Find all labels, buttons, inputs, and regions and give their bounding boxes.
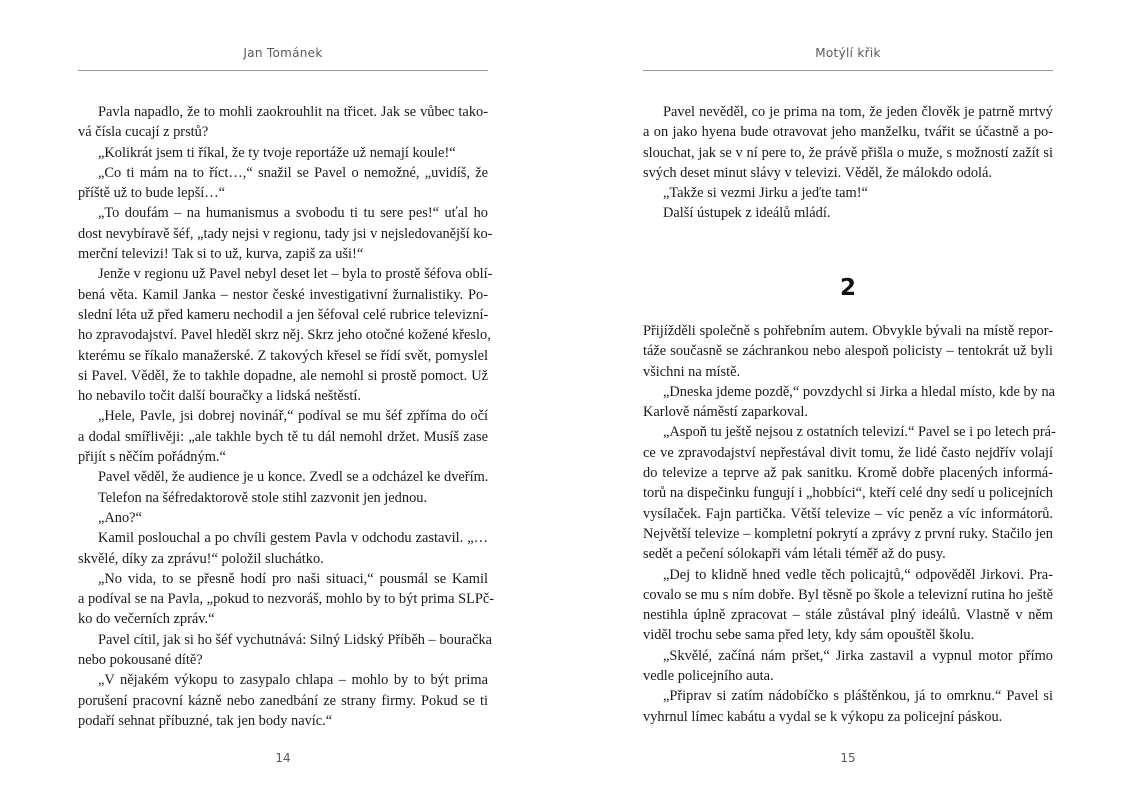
text-line: dost nevybíravě šéf, „tady nejsi v regionu, tady jsi v nejsledovanější ko- xyxy=(78,225,493,242)
text-line: „No vida, to se přesně hodí pro naši situaci,“ pousmál se Kamil xyxy=(98,570,488,587)
text-line: „Takže si vezmi Jirku a jeďte tam!“ xyxy=(663,185,868,202)
text-line: vysílaček. Fajn partička. Větší televize – víc peněz a víc informátorů. xyxy=(643,505,1053,522)
right-top-text xyxy=(643,102,1053,224)
text-line: příště už to bude lepší…“ xyxy=(78,185,226,202)
text-line: Telefon na šéfredaktorově stole stihl zazvonit jen jednou. xyxy=(98,489,428,506)
text-line: vyhrnul límec kabátu a vydal se k výkopu za policejní páskou. xyxy=(643,708,1003,725)
text-line: Pavla napadlo, že to mohli zaokrouhlit na třicet. Jak se vůbec tako- xyxy=(98,104,488,120)
text-line: bená věta. Kamil Janka – nestor české investigativní žurnalistiky. Po- xyxy=(78,286,488,303)
text-line: „Co ti mám na to říct…,“ snažil se Pavel o nemožné, „uvidíš, že xyxy=(98,164,488,181)
right-page xyxy=(643,0,1056,800)
text-line: Jenže v regionu už Pavel nebyl deset let – byla to prostě šéfova oblí- xyxy=(98,266,493,283)
text-line: ce ve zpravodajství nepřestával divit tomu, že lidé často nejdřív volají xyxy=(643,444,1053,461)
text-line: „Dej to klidně hned vedle těch policajtů,“ odpověděl Jirkovi. Pra- xyxy=(663,566,1053,583)
text-line: torů na dispečinku fungují i „hobbíci“, kteří celé dny sedí u policejních xyxy=(643,485,1053,502)
text-line: merční televizi! Tak si to už, kurva, zapiš za uši!“ xyxy=(78,246,364,263)
text-line: covalo se mu s ním dobře. Byl těsně po škole a televizní rutina ho ještě xyxy=(643,586,1053,603)
text-line: skvělé, díky za zprávu!“ položil sluchátko. xyxy=(78,550,324,567)
text-line: svých deset minut slávy v televizi. Věděl, že málokdo odolá. xyxy=(643,164,993,181)
text-line: ho zpravodajství. Pavel hleděl skrz něj. Skrz jeho otočné kožené křeslo, xyxy=(78,327,491,344)
text-line: „Ano?“ xyxy=(98,509,142,526)
text-line: vá čísla cucají z prstů? xyxy=(78,124,209,141)
running-header-author: Jan Tománek xyxy=(243,46,323,60)
text-line: slední léta už před kameru nechodil a jen šéfoval celé rubrice televizní- xyxy=(78,306,489,323)
text-line: si Pavel. Věděl, že to takhle dopadne, ale nemohl si prostě pomoct. Už xyxy=(78,367,488,384)
text-line: všichni na místě. xyxy=(643,363,741,380)
text-line: přijít s něčím pořádným.“ xyxy=(78,449,226,466)
text-line: Pavel cítil, jak si ho šéf vychutnává: Silný Lidský Příběh – bouračka xyxy=(98,631,493,648)
text-line: táže současně se záchrankou nebo alespoň policisty – tentokrát už byli xyxy=(643,343,1053,360)
text-line: „Dneska jdeme pozdě,“ povzdychl si Jirka a hledal místo, kde by na xyxy=(663,383,1056,400)
text-line: Další ústupek z ideálů mládí. xyxy=(663,205,831,222)
text-line: a on jako hyena bude otravovat jeho manželku, tvářit se účastně a po- xyxy=(643,124,1053,141)
text-line: slouchat, jak se v ní pere to, že právě přišla o muže, s možností zažít si xyxy=(643,144,1053,161)
text-line: „Kolikrát jsem ti říkal, že ty tvoje reportáže už nemají koule!“ xyxy=(98,144,456,161)
text-line: „Skvělé, začíná nám pršet,“ Jirka zastavil a vypnul motor přímo xyxy=(663,647,1053,664)
text-line: a dodal smířlivěji: „ale takhle bych tě tu dál nemohl držet. Musíš zase xyxy=(78,428,488,445)
text-line: nebo pokousané dítě? xyxy=(78,652,203,669)
left-page xyxy=(78,0,495,800)
chapter-number: 2 xyxy=(839,275,856,301)
text-line: „Hele, Pavle, jsi dobrej novinář,“ podíval se mu šéf zpříma do očí xyxy=(98,408,488,425)
text-line: Největší televize – kompletní pokrytí a zprávy z první ruky. Stačilo jen xyxy=(643,525,1053,542)
header-rule xyxy=(643,70,1053,71)
text-line: Kamil poslouchal a po chvíli gestem Pavla v odchodu zastavil. „… xyxy=(98,530,488,547)
text-line: ko do večerních zpráv.“ xyxy=(78,611,215,628)
chapter-body-text xyxy=(643,321,1056,727)
text-line: a podíval se na Pavla, „pokud to nezvoráš, mohlo by to být prima SLPč- xyxy=(78,591,495,608)
text-line: podaří sehnat příbuzné, tak jen body navíc.“ xyxy=(78,712,333,729)
text-line: Pavel věděl, že audience je u konce. Zvedl se a odcházel ke dveřím. xyxy=(98,469,489,486)
page-number: 15 xyxy=(840,751,856,765)
text-line: Karlově náměstí zaparkoval. xyxy=(643,404,809,421)
left-body-text xyxy=(78,102,495,731)
header-rule xyxy=(78,70,488,71)
text-line: „Aspoň tu ještě nejsou z ostatních televizí.“ Pavel se i po letech prá- xyxy=(663,424,1056,441)
text-line: porušení pracovní kázně nebo zanedbání ze strany firmy. Pokud se ti xyxy=(78,692,488,709)
running-header-title: Motýlí křik xyxy=(815,46,881,60)
text-line: ho nebavilo točit další bouračky a lidská neštěstí. xyxy=(78,388,361,405)
text-line: vedle policejního auta. xyxy=(643,668,774,685)
text-line: do televize a teprve až pak sanitku. Kromě dobře placených informá- xyxy=(643,465,1053,482)
text-line: kterému se říkalo manažerské. Z takových křesel se řídí svět, pomyslel xyxy=(78,347,488,364)
text-line: „Připrav si zatím nádobíčko s pláštěnkou, já to omrknu.“ Pavel si xyxy=(663,688,1053,705)
text-line: „To doufám – na humanismus a svobodu ti tu sere pes!“ uťal ho xyxy=(98,205,488,222)
text-line: nestihla úplně zpracovat – stále zůstával plný ideálů. Vlastně v něm xyxy=(643,607,1053,624)
text-line: viděl trochu sebe sama před lety, kdy sám opouštěl školu. xyxy=(643,627,975,644)
page-number: 14 xyxy=(275,751,291,765)
text-line: Přijížděli společně s pohřebním autem. Obvykle bývali na místě repor- xyxy=(643,323,1053,339)
text-line: sedět a pečení sólokapři vám létali téměř až do pusy. xyxy=(643,546,946,563)
text-line: „V nějakém výkopu to zasypalo chlapa – mohlo by to být prima xyxy=(98,672,488,689)
text-line: Pavel nevěděl, co je prima na tom, že jeden člověk je patrně mrtvý xyxy=(663,104,1053,120)
